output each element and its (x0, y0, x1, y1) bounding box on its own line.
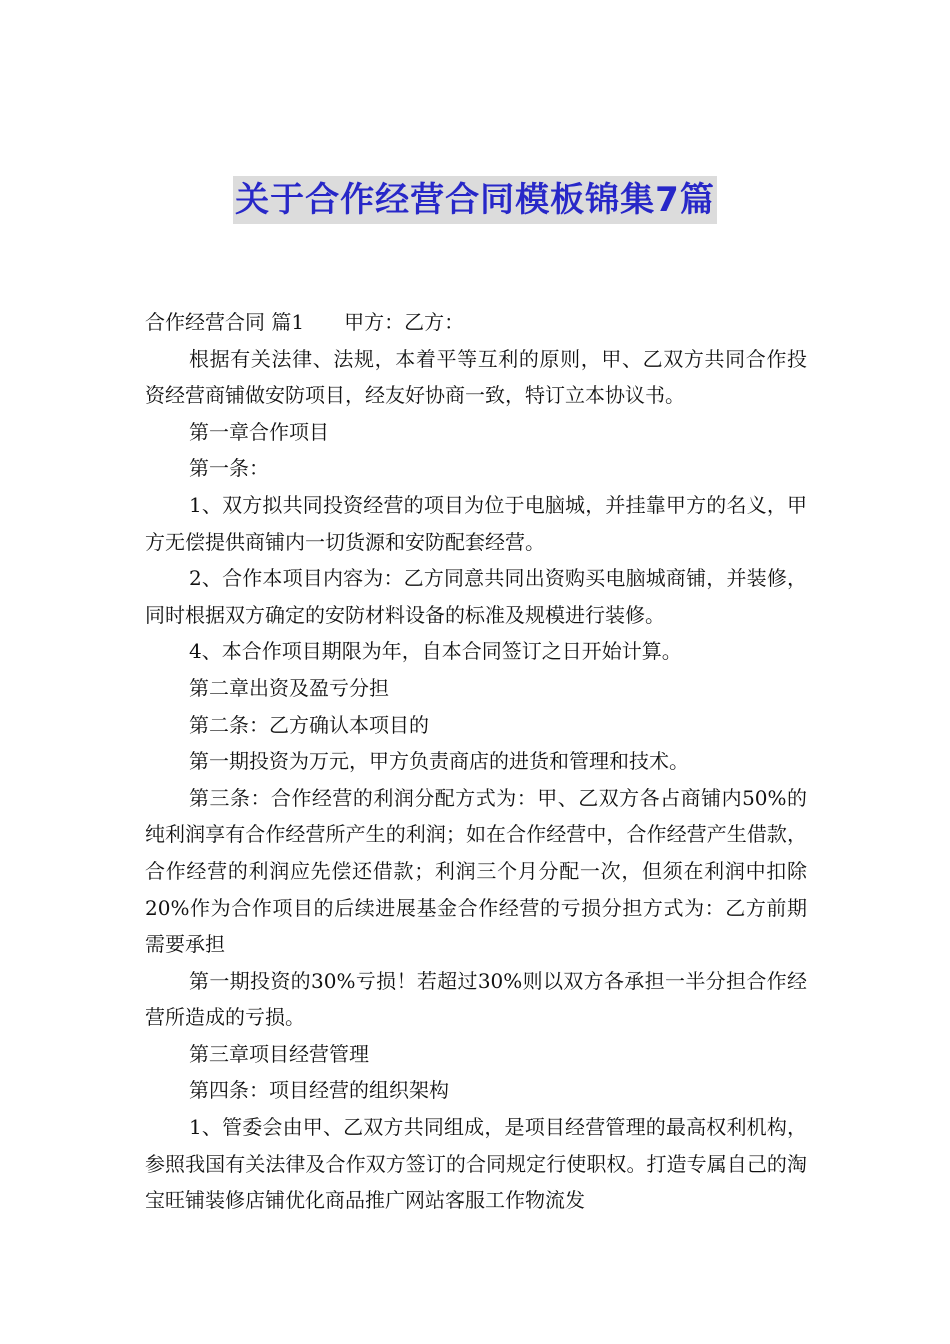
paragraph: 第一期投资为万元，甲方负责商店的进货和管理和技术。 (189, 749, 689, 774)
paragraph: 第二条：乙方确认本项目的 (189, 712, 429, 737)
contract-heading: 合作经营合同 篇1 (145, 310, 305, 334)
paragraph: 第一期投资的30%亏损！若超过30%则以双方各承担一半分担合作经营所造成的亏损。 (145, 968, 807, 1030)
paragraph: 1、双方拟共同投资经营的项目为位于电脑城，并挂靠甲方的名义，甲方无偿提供商铺内一切货源和安防配套经营。 (145, 492, 807, 554)
paragraph: 根据有关法律、法规，本着平等互利的原则，甲、乙双方共同合作投资经营商铺做安防项目，经友好协商一致，特订立本协议书。 (145, 346, 807, 408)
document-title: 关于合作经营合同模板锦集7篇 (233, 176, 717, 224)
chapter-heading: 第三章项目经营管理 (189, 1041, 369, 1066)
chapter-heading: 第一章合作项目 (189, 419, 329, 444)
title-container (0, 176, 950, 224)
paragraph: 1、管委会由甲、乙双方共同组成，是项目经营管理的最高权利机构，参照我国有关法律及合作双方签订的合同规定行使职权。打造专属自己的淘宝旺铺装修店铺优化商品推广网站客服工作物流发 (145, 1115, 807, 1213)
paragraph: 第三条：合作经营的利润分配方式为：甲、乙双方各占商铺内50%的纯利润享有合作经营所产生的利润；如在合作经营中，合作经营产生借款，合作经营的利润应先偿还借款；利润三个月分配一次，但须在利润中扣除20%作为合作项目的后续进展基金合作经营的亏损分担方式为：乙方前期需要承担 (145, 785, 807, 957)
heading-line (145, 304, 807, 341)
article-heading: 第四条：项目经营的组织架构 (189, 1078, 449, 1103)
chapter-heading: 第二章出资及盈亏分担 (189, 675, 389, 700)
article-heading: 第一条： (189, 456, 269, 481)
paragraph: 4、本合作项目期限为年，自本合同签订之日开始计算。 (189, 639, 682, 664)
document-body (145, 304, 807, 1219)
parties-label: 甲方：乙方： (344, 310, 465, 334)
paragraph: 2、合作本项目内容为：乙方同意共同出资购买电脑城商铺，并装修，同时根据双方确定的安防材料设备的标准及规模进行装修。 (145, 566, 807, 627)
